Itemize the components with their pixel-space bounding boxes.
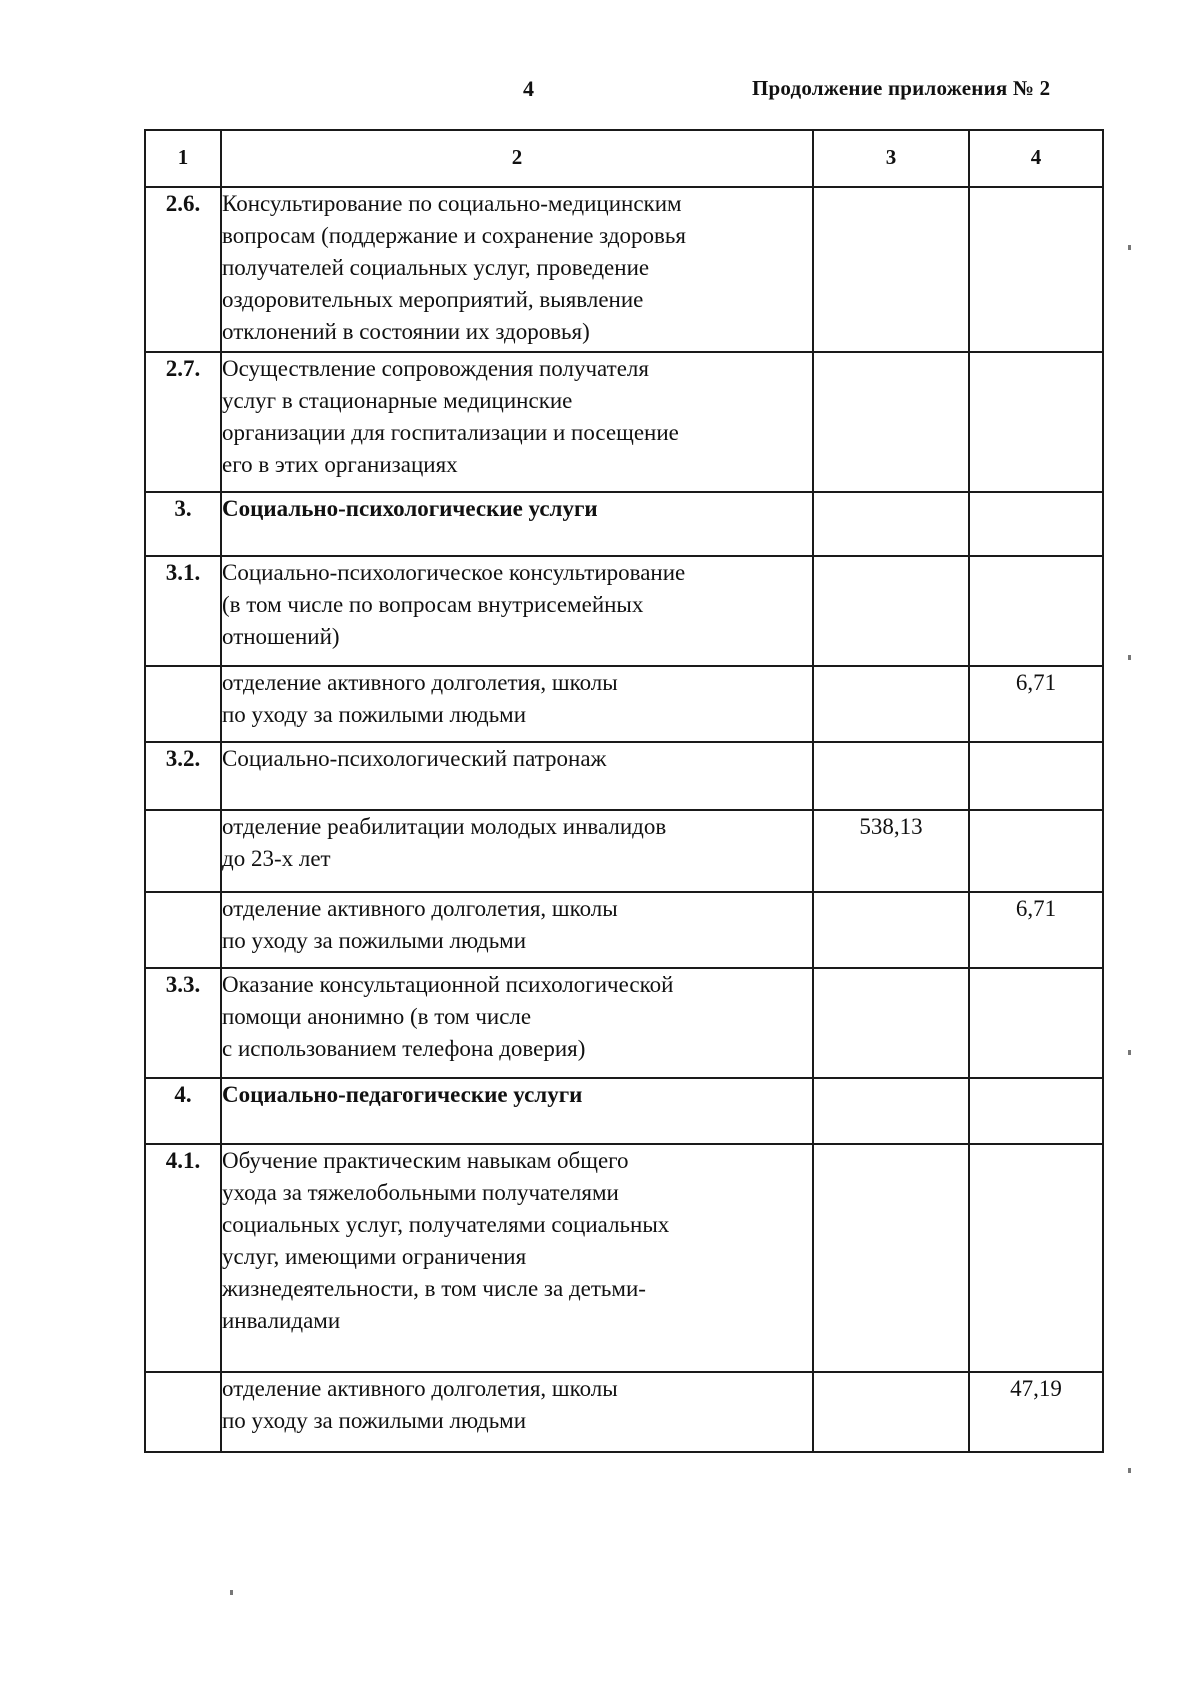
column-4-value-cell	[969, 810, 1103, 892]
description-line: Социально-психологическое консультирование	[222, 560, 686, 585]
column-3-value-cell	[813, 892, 969, 968]
table-row	[145, 1372, 1103, 1452]
scan-speck	[1128, 1050, 1131, 1055]
description-line: по уходу за пожилыми людьми	[222, 928, 527, 953]
column-3-value-cell	[813, 968, 969, 1078]
row-number-cell	[145, 1372, 221, 1452]
column-4-value-cell	[969, 1078, 1103, 1144]
table-row	[145, 187, 1103, 352]
table-row	[145, 1078, 1103, 1144]
table-row	[145, 968, 1103, 1078]
scan-speck	[230, 1590, 233, 1595]
column-3-value-cell	[813, 1144, 969, 1372]
table-header-row	[145, 130, 1103, 187]
services-table	[144, 129, 1104, 1453]
column-3-value-cell	[813, 1078, 969, 1144]
description-line: жизнедеятельности, в том числе за детьми-	[222, 1276, 646, 1301]
description-line: по уходу за пожилыми людьми	[222, 702, 527, 727]
description-line: отделение реабилитации молодых инвалидов	[222, 814, 667, 839]
service-description-cell	[221, 352, 813, 492]
column-3-value-cell	[813, 187, 969, 352]
column-4-value-cell	[969, 1144, 1103, 1372]
column-header-1: 1	[145, 130, 221, 187]
row-number-cell	[145, 666, 221, 742]
row-number-cell	[145, 810, 221, 892]
description-line: Оказание консультационной психологической	[222, 972, 674, 997]
column-4-value-cell	[969, 968, 1103, 1078]
description-line: до 23-х лет	[222, 846, 331, 871]
description-line: Социально-психологические услуги	[222, 496, 598, 521]
scan-speck	[1128, 245, 1131, 250]
description-line: услуг, имеющими ограничения	[222, 1244, 527, 1269]
column-3-value-cell	[813, 666, 969, 742]
description-line: по уходу за пожилыми людьми	[222, 1408, 527, 1433]
description-line: услуг в стационарные медицинские	[222, 388, 573, 413]
service-description-cell	[221, 742, 813, 810]
description-line: Осуществление сопровождения получателя	[222, 356, 649, 381]
column-4-value-cell	[969, 492, 1103, 556]
description-line: отклонений в состоянии их здоровья)	[222, 319, 590, 344]
description-line: с использованием телефона доверия)	[222, 1036, 586, 1061]
row-number-cell	[145, 892, 221, 968]
service-description-cell	[221, 810, 813, 892]
column-4-value-cell	[969, 742, 1103, 810]
description-line: социальных услуг, получателями социальных	[222, 1212, 670, 1237]
row-number-cell: 2.7.	[145, 352, 221, 492]
description-line: организации для госпитализации и посещение	[222, 420, 679, 445]
description-line: отношений)	[222, 624, 340, 649]
row-number-cell: 3.3.	[145, 968, 221, 1078]
service-description-cell	[221, 556, 813, 666]
description-line: ухода за тяжелобольными получателями	[222, 1180, 619, 1205]
column-3-value-cell	[813, 556, 969, 666]
service-description-cell	[221, 968, 813, 1078]
description-line: (в том числе по вопросам внутрисемейных	[222, 592, 644, 617]
description-line: отделение активного долголетия, школы	[222, 896, 618, 921]
column-4-value-cell: 6,71	[969, 666, 1103, 742]
table-row	[145, 742, 1103, 810]
description-line: Социально-психологический патронаж	[222, 746, 607, 771]
table-row	[145, 352, 1103, 492]
page-number: 4	[523, 76, 534, 101]
column-3-value-cell	[813, 742, 969, 810]
column-3-value-cell	[813, 492, 969, 556]
description-line: отделение активного долголетия, школы	[222, 1376, 618, 1401]
row-number-cell: 3.2.	[145, 742, 221, 810]
service-description-cell	[221, 1144, 813, 1372]
scan-speck	[1128, 655, 1131, 660]
table-row	[145, 556, 1103, 666]
description-line: Обучение практическим навыкам общего	[222, 1148, 629, 1173]
column-header-3: 3	[813, 130, 969, 187]
column-4-value-cell	[969, 352, 1103, 492]
description-line: получателей социальных услуг, проведение	[222, 255, 650, 280]
service-description-cell	[221, 892, 813, 968]
service-description-cell	[221, 1078, 813, 1144]
description-line: Социально-педагогические услуги	[222, 1082, 583, 1107]
description-line: помощи анонимно (в том числе	[222, 1004, 532, 1029]
column-4-value-cell	[969, 187, 1103, 352]
column-header-2: 2	[221, 130, 813, 187]
column-header-4: 4	[969, 130, 1103, 187]
continuation-title: Продолжение приложения № 2	[752, 76, 1051, 100]
row-number-cell: 3.1.	[145, 556, 221, 666]
column-4-value-cell: 47,19	[969, 1372, 1103, 1452]
scan-speck	[1128, 1468, 1131, 1473]
row-number-cell: 4.1.	[145, 1144, 221, 1372]
row-number-cell: 3.	[145, 492, 221, 556]
column-3-value-cell	[813, 1372, 969, 1452]
column-4-value-cell	[969, 556, 1103, 666]
service-description-cell	[221, 187, 813, 352]
service-description-cell	[221, 492, 813, 556]
description-line: вопросам (поддержание и сохранение здоровья	[222, 223, 686, 248]
description-line: Консультирование по социально-медицинским	[222, 191, 682, 216]
column-3-value-cell	[813, 352, 969, 492]
row-number-cell: 2.6.	[145, 187, 221, 352]
description-line: его в этих организациях	[222, 452, 458, 477]
table-row	[145, 892, 1103, 968]
table-row	[145, 492, 1103, 556]
row-number-cell: 4.	[145, 1078, 221, 1144]
table-row	[145, 666, 1103, 742]
service-description-cell	[221, 1372, 813, 1452]
table-row	[145, 810, 1103, 892]
description-line: инвалидами	[222, 1308, 341, 1333]
description-line: отделение активного долголетия, школы	[222, 670, 618, 695]
column-3-value-cell: 538,13	[813, 810, 969, 892]
table-row	[145, 1144, 1103, 1372]
column-4-value-cell: 6,71	[969, 892, 1103, 968]
description-line: оздоровительных мероприятий, выявление	[222, 287, 644, 312]
service-description-cell	[221, 666, 813, 742]
